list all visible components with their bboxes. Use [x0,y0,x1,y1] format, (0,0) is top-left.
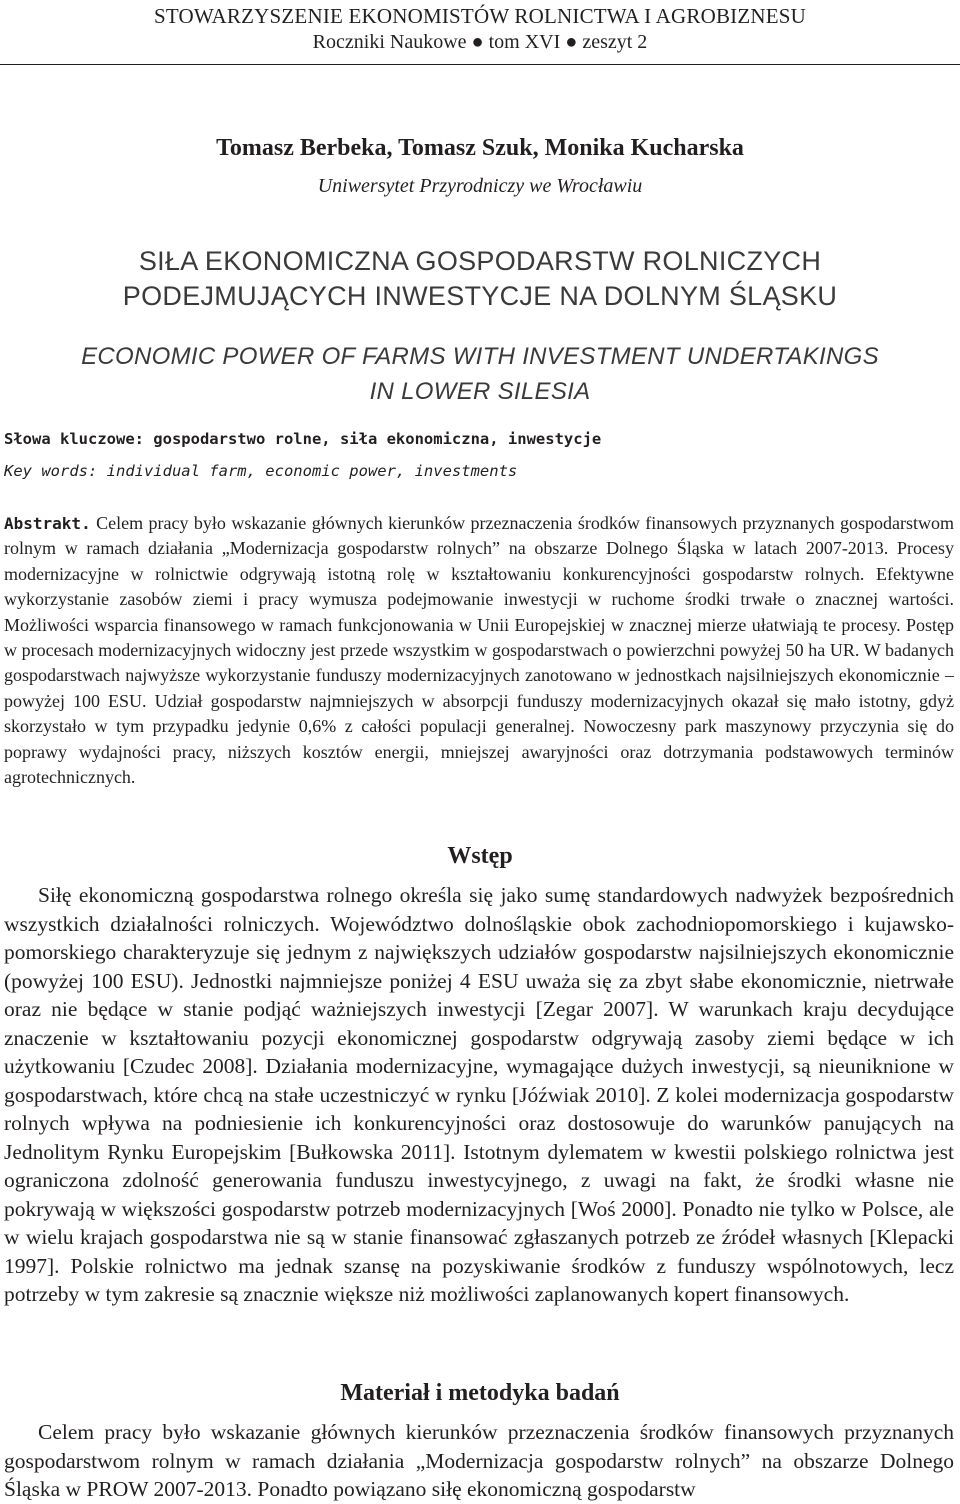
title-pl-line-1: SIŁA EKONOMICZNA GOSPODARSTW ROLNICZYCH [138,246,822,276]
abstract [4,511,954,790]
journal-series-header: Roczniki Naukowe ● tom XVI ● zeszyt 2 [312,31,648,53]
abstract-text: Celem pracy było wskazanie głównych kierunków przeznaczenia środków finansowych przyznanych gospodarstwom rolnym w ramach działania „Modernizacja gospodarstw rolnych” na obszarze Dolnego Śląska w latach 2007-2013. Procesy modernizacyjne w rolnictwie odgrywają istotną rolę w kształtowaniu konkurencyjności gospodarstw rolnych. Efektywne wykorzystanie zasobów ziemi i pracy wymusza podejmowanie inwestycji w ruchome środki trwałe o znacznej wartości. Możliwości wsparcia finansowego w ramach funkcjonowania w Unii Europejskiej w znacznej mierze ułatwiają te procesy. Postęp w procesach modernizacyjnych widoczny jest przede wszystkim w gospodarstwach o powierzchni powyżej 50 ha UR. W badanych gospodarstwach najwyższe wykorzystanie funduszy modernizacyjnych zanotowano w jednostkach najsilniejszych ekonomicznie – powyżej 100 ESU. Udział gospodarstw najmniejszych w absorpcji funduszy modernizacyjnych okazał się mało istotny, gdyż skorzystało w tym przypadku jedynie 0,6% z całości populacji generalnej. Nowoczesny park maszynowy przyczynia się do poprawy wydajności pracy, niższych kosztów energii, mniejszej awaryjności oraz dotrzymania podstawowych terminów agrotechnicznych. [4,513,954,788]
introduction-paragraph: Siłę ekonomiczną gospodarstwa rolnego określa się jako sumę standardowych nadwyżek bezpośrednich wszystkich działalności rolniczych. Województwo dolnośląskie obok zachodniopomorskiego i kujawsko-pomorskiego charakteryzuje się jednym z największych udziałów gospodarstw najsilniejszych ekonomicznie (powyżej 100 ESU). Jednostki najmniejsze poniżej 4 ESU uważa się za zbyt słabe ekonomicznie, nietrwałe oraz nie będące w stanie podjąć ważniejszych inwestycji [Zegar 2007]. W warunkach kraju decydujące znaczenie w kształtowaniu pozycji ekonomicznej gospodarstw odgrywają zasoby ziemi będące w ich użytkowaniu [Czudec 2008]. Działania modernizacyjne, wymagające dużych inwestycji, są nieuniknione w gospodarstwach, które chcą na stałe uczestniczyć w rynku [Jóźwiak 2010]. Z kolei modernizacja gospodarstw rolnych wpływa na podniesienie ich konkurencyjności oraz dostosowuje do warunków panujących na Jednolitym Rynku Europejskim [Bułkowska 2011]. Istotnym dylematem w kwestii polskiego rolnictwa jest ograniczona zdolność generowania funduszu inwestycyjnego, z uwagi na fakt, że środki własne nie pokrywają w większości gospodarstw potrzeb modernizacyjnych [Woś 2000]. Ponadto nie tylko w Polsce, ale w wielu krajach gospodarstwa nie są w stanie finansować zgłaszanych potrzeb ze źródeł własnych [Klepacki 1997]. Polskie rolnictwo ma jednak szansę na pozyskiwanie środków z funduszy wspólnotowych, lecz potrzeby w tym zakresie są znacznie większe niż możliwości zaplanowanych kopert finansowych. [4,883,954,1306]
title-pl-line-2: PODEJMUJĄCYCH INWESTYCJE NA DOLNYM ŚLĄSKU [122,281,838,311]
section-heading-introduction: Wstęp [447,843,513,869]
article-authors: Tomasz Berbeka, Tomasz Szuk, Monika Kucharska [216,135,744,161]
methods-paragraph: Celem pracy było wskazanie głównych kierunków przeznaczenia środków finansowych przyznanych gospodarstwom rolnym w ramach działania „Modernizacja gospodarstw rolnych” na obszarze Dolnego Śląska w PROW 2007-2013. Ponadto powiązano siłę ekonomiczną gospodarstw [4,1420,954,1501]
article-title-polish [0,244,960,314]
title-en-line-2: IN LOWER SILESIA [369,378,591,405]
keywords-english: Key words: individual farm, economic power, investments [4,462,518,480]
article-title-english [0,339,960,409]
title-en-line-1: ECONOMIC POWER OF FARMS WITH INVESTMENT UNDERTAKINGS [81,343,879,370]
keywords-polish: Słowa kluczowe: gospodarstwo rolne, siła ekonomiczna, inwestycje [4,430,602,448]
journal-society-header: STOWARZYSZENIE EKONOMISTÓW ROLNICTWA I AGROBIZNESU [153,4,807,28]
header-rule [0,64,960,65]
abstract-label: Abstrakt. [4,514,91,533]
section-heading-methods: Materiał i metodyka badań [340,1380,620,1406]
author-affiliation: Uniwersytet Przyrodniczy we Wrocławiu [317,175,643,197]
